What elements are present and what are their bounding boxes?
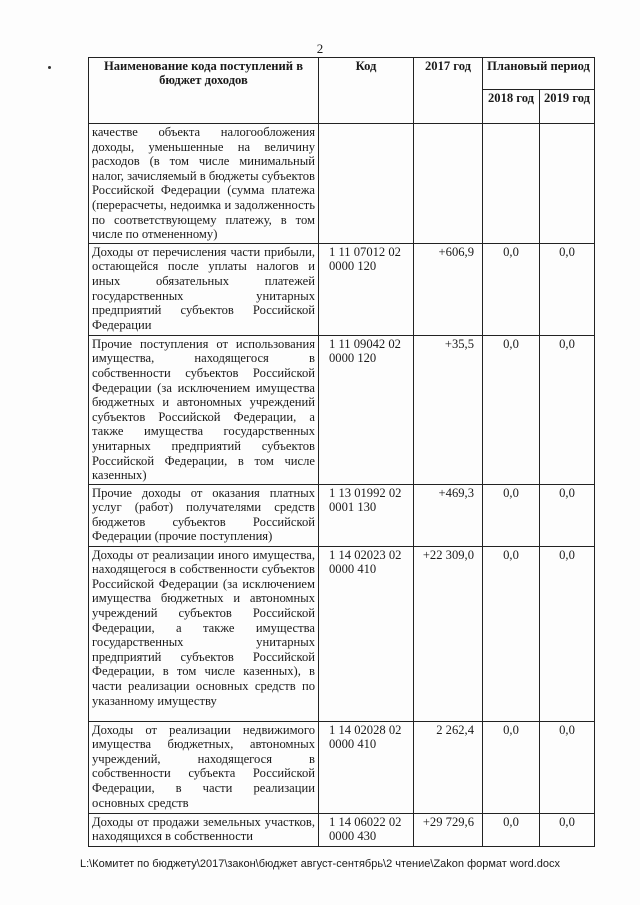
- row-name: качестве объекта налогообложения доходы, уменьшенные на величину расходов (в том числе минимальный налог, зачисляемый в бюджеты субъектов Российской Федерации (сумма платежа (перерасчеты, недоимка и задолженность по соответствующему платежу, в том числе по отмененному): [89, 124, 319, 244]
- row-2018: 0,0: [483, 335, 540, 484]
- row-2017: +22 309,0: [414, 546, 483, 721]
- footer-file-path: L:\Комитет по бюджету\2017\закон\бюджет август-сентябрь\2 чтение\Zakon формат word.docx: [79, 858, 561, 870]
- header-code: Код: [319, 58, 414, 124]
- row-name: Доходы от продажи земельных участков, находящихся в собственности: [89, 813, 319, 846]
- row-2019: 0,0: [540, 813, 595, 846]
- row-2019: 0,0: [540, 721, 595, 813]
- row-2018: 0,0: [483, 243, 540, 335]
- scan-mark: [48, 66, 51, 69]
- row-2018: [483, 124, 540, 244]
- table-row: [89, 546, 595, 721]
- table-row: [89, 813, 595, 846]
- row-2019: 0,0: [540, 243, 595, 335]
- page-number: 2: [316, 41, 324, 56]
- header-plan-period: Плановый период: [483, 58, 595, 90]
- row-2019: [540, 124, 595, 244]
- row-code: 1 14 02028 02 0000 410: [319, 721, 414, 813]
- table-row: [89, 335, 595, 484]
- row-name: Доходы от перечисления части прибыли, остающейся после уплаты налогов и иных обязательных платежей государственных унитарных предприятий субъектов Российской Федерации: [89, 243, 319, 335]
- table-row: [89, 721, 595, 813]
- row-name: Доходы от реализации иного имущества, находящегося в собственности субъектов Российской Федерации (за исключением имущества бюджетных и автономных учреждений субъектов Российской Федерации, а также имущества государственных унитарных предприятий субъектов Российской Федерации, в том числе казенных), в части реализации основных средств по указанному имуществу: [89, 546, 319, 721]
- row-code: 1 14 06022 02 0000 430: [319, 813, 414, 846]
- row-2018: 0,0: [483, 484, 540, 546]
- table-row: [89, 124, 595, 244]
- row-2018: 0,0: [483, 546, 540, 721]
- revenue-table: [88, 57, 595, 847]
- row-2019: 0,0: [540, 546, 595, 721]
- row-code: 1 11 07012 02 0000 120: [319, 243, 414, 335]
- row-2017: +29 729,6: [414, 813, 483, 846]
- row-2017: +35,5: [414, 335, 483, 484]
- row-code: 1 13 01992 02 0001 130: [319, 484, 414, 546]
- row-2019: 0,0: [540, 335, 595, 484]
- row-2018: 0,0: [483, 813, 540, 846]
- row-code: 1 14 02023 02 0000 410: [319, 546, 414, 721]
- row-name: Доходы от реализации недвижимого имущества бюджетных, автономных учреждений, находящегося в собственности субъекта Российской Федерации, в части реализации основных средств: [89, 721, 319, 813]
- header-name: Наименование кода поступлений в бюджет доходов: [89, 58, 319, 124]
- row-name: Прочие доходы от оказания платных услуг (работ) получателями средств бюджетов субъектов Российской Федерации (прочие поступления): [89, 484, 319, 546]
- row-2019: 0,0: [540, 484, 595, 546]
- row-2018: 0,0: [483, 721, 540, 813]
- row-2017: +606,9: [414, 243, 483, 335]
- row-2017: +469,3: [414, 484, 483, 546]
- row-name: Прочие поступления от использования имущества, находящегося в собственности субъектов Российской Федерации (за исключением имущества бюджетных и автономных учреждений субъектов Российской Федерации, а также имущества государственных унитарных предприятий субъектов Российской Федерации, в том числе казенных): [89, 335, 319, 484]
- header-2018: 2018 год: [483, 90, 540, 124]
- table-row: [89, 243, 595, 335]
- table-row: [89, 484, 595, 546]
- header-2017: 2017 год: [414, 58, 483, 124]
- row-code: 1 11 09042 02 0000 120: [319, 335, 414, 484]
- row-code: [319, 124, 414, 244]
- row-2017: 2 262,4: [414, 721, 483, 813]
- row-2017: [414, 124, 483, 244]
- header-2019: 2019 год: [540, 90, 595, 124]
